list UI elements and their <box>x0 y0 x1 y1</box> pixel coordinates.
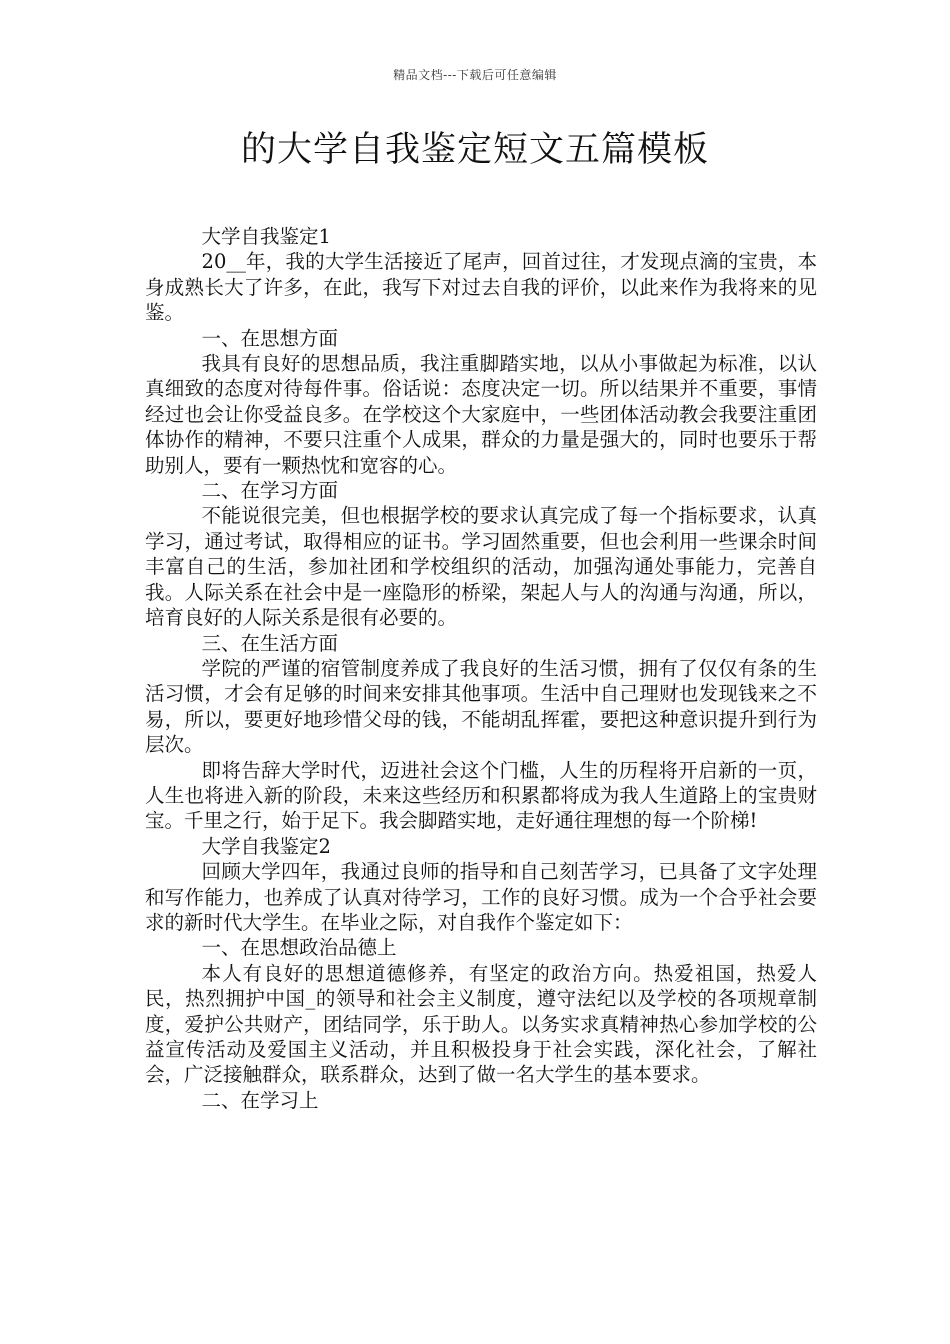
section-heading: 大学自我鉴定1 <box>201 225 331 248</box>
subsection-heading: 三、在生活方面 <box>201 631 339 655</box>
subsection-heading: 一、在思想方面 <box>201 326 339 350</box>
body-paragraph: 即将告辞大学时代，迈进社会这个门槛，人生的历程将开启新的一页，人生也将进入新的阶段，未来这些经历和积累都将成为我人生道路上的宝贵财宝。千里之行，始于足下。我会脚踏实地，走好通往理想的每一个阶梯! <box>145 758 817 833</box>
body-paragraph: 本人有良好的思想道德修养，有坚定的政治方向。热爱祖国，热爱人民，热烈拥护中国_的领导和社会主义制度，遵守法纪以及学校的各项规章制度，爱护公共财产，团结同学，乐于助人。以务实求真精神热心参加学校的公益宣传活动及爱国主义活动，并且积极投身于社会实践，深化社会，了解社会，广泛接触群众，联系群众，达到了做一名大学生的基本要求。 <box>145 961 817 1087</box>
body-paragraph: 回顾大学四年，我通过良师的指导和自己刻苦学习，已具备了文字处理和写作能力，也养成了认真对待学习，工作的良好习惯。成为一个合乎社会要求的新时代大学生。在毕业之际，对自我作个鉴定如下： <box>145 860 817 934</box>
document-title: 的大学自我鉴定短文五篇模板 <box>240 130 709 170</box>
subsection-heading: 二、在学习方面 <box>201 479 339 503</box>
header-note: 精品文档---下载后可任意编辑 <box>393 68 557 82</box>
body-paragraph: 20__年，我的大学生活接近了尾声，回首过往，才发现点滴的宝贵，本身成熟长大了许多，在此，我写下对过去自我的评价，以此来作为我将来的见鉴。 <box>145 250 817 325</box>
body-paragraph: 不能说很完美，但也根据学校的要求认真完成了每一个指标要求，认真学习，通过考试，取得相应的证书。学习固然重要，但也会利用一些课余时间丰富自己的生活，参加社团和学校组织的活动，加强沟通处事能力，完善自我。人际关系在社会中是一座隐形的桥梁，架起人与人的沟通与沟通，所以，培育良好的人际关系是很有必要的。 <box>145 504 817 630</box>
subsection-heading: 二、在学习上 <box>201 1088 319 1112</box>
body-paragraph: 我具有良好的思想品质，我注重脚踏实地，以从小事做起为标准，以认真细致的态度对待每件事。俗话说：态度决定一切。所以结果并不重要，事情经过也会让你受益良多。在学校这个大家庭中，一些团体活动教会我要注重团体协作的精神，不要只注重个人成果，群众的力量是强大的，同时也要乐于帮助别人，要有一颗热忱和宽容的心。 <box>145 352 817 477</box>
document-body <box>145 224 817 1113</box>
subsection-heading: 一、在思想政治品德上 <box>201 936 397 960</box>
section-heading: 大学自我鉴定2 <box>201 834 331 858</box>
body-paragraph: 学院的严谨的宿管制度养成了我良好的生活习惯，拥有了仅仅有条的生活习惯，才会有足够的时间来安排其他事项。生活中自己理财也发现钱来之不易，所以，要更好地珍惜父母的钱，不能胡乱挥霍，要把这种意识提升到行为层次。 <box>145 656 817 757</box>
